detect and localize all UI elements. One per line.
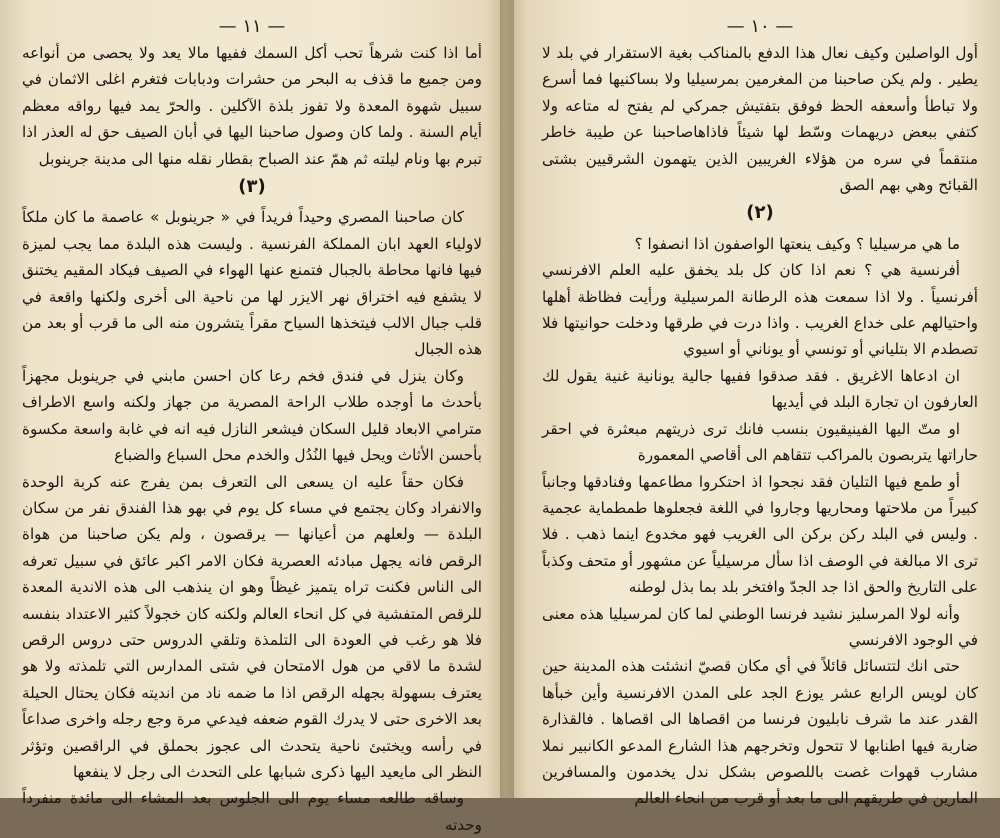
paragraph: أو طمع فيها التليان فقد نجحوا اذ احتكروا مطاعمها وفنادقها وجانباً كبيراً من ملاحتها ومحاريها وجاروا في اللغة فجعلوها طمطماية عجمية . وليس في البلد ركن بركن الى الغريب فهو مخدوع اينما ذهب . فلا ترى الا مبالغة في الوصف اذا سأل مرسيلياً عن مشهور أو متحف وكذباً على التاريخ والحق اذا جد الجدّ وافتخر بلد بما بذل لوطنه [542,472,978,597]
section-number: (٢) [746,202,774,224]
paragraph: أفرنسية هي ؟ نعم اذا كان كل بلد يخفق عليه العلم الافرنسي أفرنسياً . ولا اذا سمعت هذه الرطانة المرسيلية ورأيت فظاظة أهلها واحتيالهم على خداع الغريب . واذا درت في طرقها ودخلت حوانيتها فلا تصطدم الا بتلياني أو تونسي أو يوناني أو اسيوي [542,261,978,359]
page-body [542,40,978,812]
page-number: — ١١ — [218,16,286,37]
paragraph: او متّ اليها الفينيقيون بنسب فانك ترى ذريتهم مبعثرة في احقر حاراتها يتربصون بالمراكب تتقاهم الى أقاصي المعمورة [542,419,978,465]
right-page [506,0,1000,808]
paragraph: فكان حقاً عليه ان يسعى الى التعرف بمن يفرج عنه كربة الوحدة والانفراد وكان يجتمع في مساء كل يوم في بهو هذا الفندق نفر من سكان البلدة — ولعلهم من أعيانها — يرقصون ، ولم يكن صاحبنا من هواة الرقص فانه يجهل مبادئه العصرية فكان الامر اكبر عائق في سبيل تعرفه الى الناس فكنت تراه يتميز غيظاً وهو ان ينذهب الى هذه الاندية المعدة للرقص المتفشية في كل انحاء العالم ولكنه كان خجولاً كثير الاعتداد بنفسه فلا هو رغب في العودة الى التلمذة وتلقي الدروس حتى دروس الرقص لشدة ما لاقي من هول الامتحان في شتى المدارس التي تلمذته ولا هو يعترف بسهولة بجهله الرقص اذا ما ضمه ناد من انديته فكان يحتال الحيلة بعد الاخرى حتى لا يدرك القوم ضعفه فيدعي مرة وجع رجله واخرى صداعاً في رأسه ويختبئ ناحية يتحدث الى عجوز بحملق في الراقصين وتؤثر النظر الى مايعيد اليها ذكرى شبابها على التحدث الى رجل لا ينفعها [22,472,482,781]
page-number: — ١٠ — [726,16,794,37]
paragraph: ما هي مرسيليا ؟ وكيف ينعتها الواصفون اذا انصفوا ؟ [634,234,960,253]
paragraph: وكان ينزل في فندق فخم رعا كان احسن مابني في جرينوبل مجهزاً بأحدث ما أوجده طلاب الراحة المصرية من جهاز ولكنه واسع الاطراف مترامي الابعاد قليل السكان فيشعر النازل فيه انه في غابة واسعة مكسوة بأحسن الأثاث ويحل فيها النُدُل والخدم محل السباع والضباع [22,366,482,465]
paragraph: ان ادعاها الاغريق . فقد صدقوا ففيها جالية يونانية غنية يقول لك العارفون ان تجارة البلد في أيديها [542,366,978,412]
section-number: (٣) [238,176,266,198]
paragraph: وأنه لولا المرسليز نشيد فرنسا الوطني لما كان لمرسيليا هذه معنى في الوجود الافرنسي [542,604,978,649]
paragraph: أول الواصلين وكيف نعال هذا الدفع بالمناكب بغية الاستقرار في بلد لا يطير . ولم يكن صاحبنا من المغرمين بمرسيليا ولا بساكنيها فما أسرع ولا تباطأ وأسعفه الحظ فوفق بتفتيش جمركي لم يفتح له متاعه ولا كتفي ببعض دريهمات وسّط لها شيئاً فاذاهاصاحبنا عن طيبة خاطر منتقماً في سره من هؤلاء الغريبين الذين يتهمون الشرقيين بشتى القبائح وهي بهم الصق [542,44,978,195]
paragraph: أما اذا كنت شرهاً تحب أكل السمك ففيها مالا يعد ولا يحصى من أنواعه ومن جميع ما قذف به البحر من حشرات ودبابات فتغرم اغلى الاثمان في سبيل شهوة المعدة ولا تفوز بلذة الآكلين . والحرّ يمد فيها رواقه معظم أيام السنة . ولما كان وصول صاحبنا اليها في أبان الصيف حق له العذر اذا تبرم بها ونام ليلته ثم همّ عند الصباح بقطار نقله منها الى مدينة جرينوبل [22,44,482,168]
page-body [22,40,482,838]
paragraph: كان صاحبنا المصري وحيداً فريداً في « جرينوبل » عاصمة ما كان ملكاً لاولياء العهد ابان المملكة الفرنسية . وليست هذه البلدة مما يجب لميزة فيها فانها محاطة بالجبال فتمنع عنها الهواء في الصيف فيكاد المقيم يختنق لا يشفع فيه اختراق نهر الايزر لها من ناحية الى أخرى ولكنها واقعة في قلب جبال الالب فيتخذها السياح مقراً يتشرون منه الى ما قرب أو بعد من هذه الجبال [22,208,482,359]
paragraph: حتى انك لتتسائل قائلاً في أي مكان قصيّ انشئت هذه المدينة حين كان لويس الرابع عشر يوزع الجد على المدن الافرنسية وأين خبأها القدر عند ما شرف نابليون فرنسا من اقصاها الى اقصاها . فالقذارة ضاربة فيها اطنابها لا تتحول وتخرجهم هذا الشارع المدعو الكانبير نملا مشارب قهوات غصت باللصوص بشكل ندل يخدمون والمسافرين المارين في طريقهم الى ما بعد أو قرب من انحاء العالم [542,657,978,808]
paragraph: وساقه طالعه مساء يوم الى الجلوس بعد المشاء الى مائدة منفرداً وحدته [22,789,482,834]
